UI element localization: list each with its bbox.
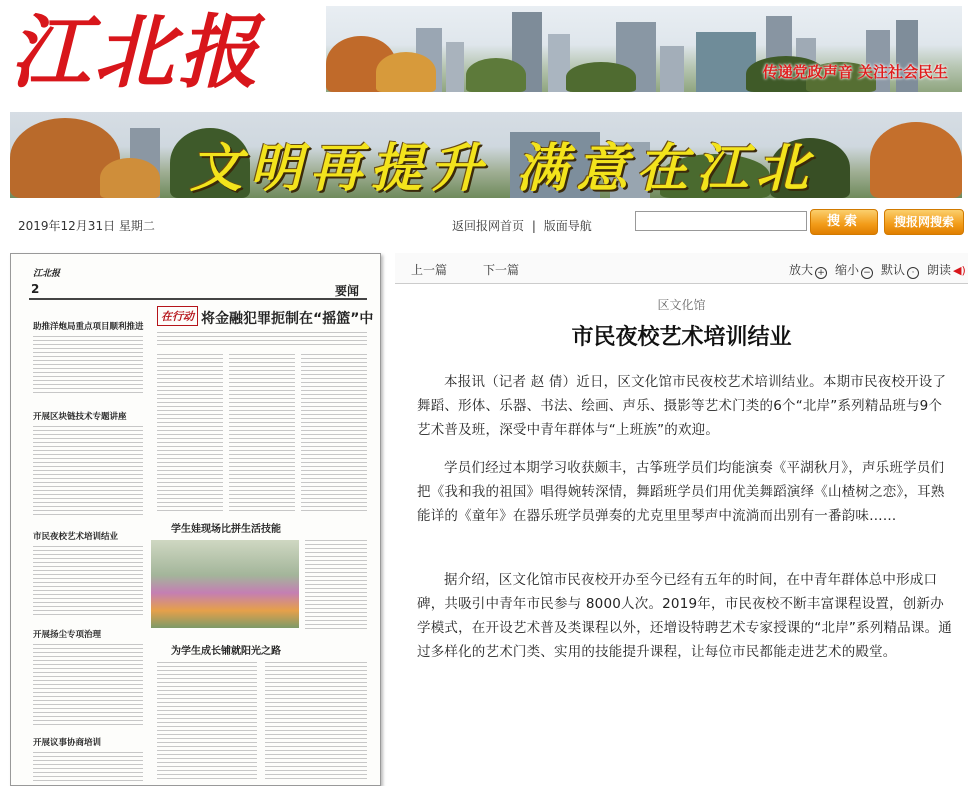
paper-text-block (33, 546, 143, 616)
search-input[interactable] (635, 211, 807, 231)
default-size-button[interactable] (881, 261, 919, 279)
prev-article-link[interactable]: 上一篇 (411, 263, 448, 277)
banner-slogan: 文明再提升 满意在江北 (190, 138, 817, 198)
paper-text-block (265, 662, 367, 782)
nav-separator: | (531, 219, 536, 233)
paper-text-block (157, 662, 257, 782)
paper-text-block (33, 644, 143, 726)
search-button-label: 搜索 (826, 214, 861, 229)
article-paragraph-1: 本报讯（记者 赵 倩）近日，区文化馆市民夜校艺术培训结业。本期市民夜校开设了舞蹈、形体、乐器、书法、绘画、声乐、摄影等艺术门类的6个“北岸”系列精品班与9个艺术普及班，深受中青年群体与“上班族”的欢迎。 (417, 374, 947, 438)
read-aloud-button[interactable] (927, 261, 966, 278)
zoom-out-label: 缩小 (835, 263, 860, 277)
paper-text-block (33, 336, 143, 396)
paper-bottom-headline[interactable]: 为学生成长铺就阳光之路 (171, 646, 281, 657)
zoom-out-button[interactable] (835, 261, 873, 279)
search-button[interactable] (810, 209, 878, 235)
paper-item-1[interactable]: 助推洋炮局重点项目顺利推进 (33, 322, 144, 332)
plus-icon: + (815, 267, 827, 279)
paper-photo-headline[interactable]: 学生娃现场比拼生活技能 (171, 524, 281, 535)
paper-text-block (157, 354, 223, 514)
paper-text-block (229, 354, 295, 514)
zoom-in-label: 放大 (789, 263, 814, 277)
paper-item-2[interactable]: 开展区块链技术专题讲座 (33, 412, 127, 422)
paper-item-4[interactable]: 开展扬尘专项治理 (33, 630, 102, 640)
article-section: 区文化馆 (657, 298, 706, 312)
paper-item-5[interactable]: 开展议事协商培训 (33, 738, 102, 748)
slogan-text: 传递党政声音 关注社会民生 (762, 63, 948, 81)
paper-page-number: 2 (31, 282, 40, 296)
paper-section-label: 要闻 (335, 284, 360, 298)
masthead (0, 0, 968, 104)
site-search-button-label: 搜报网搜索 (893, 215, 954, 229)
article-headline: 市民夜校艺术培训结业 (571, 325, 792, 350)
paper-text-block (33, 752, 143, 784)
reset-icon: · (907, 267, 919, 279)
read-label: 朗读 (927, 263, 952, 277)
current-date: 2019年12月31日 星期二 (18, 219, 155, 233)
paper-text-block (305, 540, 367, 630)
minus-icon: − (861, 267, 873, 279)
default-label: 默认 (881, 263, 906, 277)
article-panel (395, 253, 968, 784)
nav-links (452, 217, 592, 234)
article-paragraph-2: 学员们经过本期学习收获颇丰，古筝班学员们均能演奏《平湖秋月》，声乐班学员们把《我和我的祖国》唱得婉转深情，舞蹈班学员们用优美舞蹈演绎《山楂树之恋》，耳熟能详的《童年》在器乐班学员弹奏的尤克里里琴声中流淌而出别有一番韵味…… (417, 460, 945, 524)
paper-masthead: 江北报 (33, 269, 61, 279)
paper-column-tag: 在行动 (157, 306, 198, 326)
paper-item-3[interactable]: 市民夜校艺术培训结业 (33, 532, 119, 542)
site-search-button[interactable] (884, 209, 964, 235)
top-city-banner (326, 6, 962, 92)
nav-bar (10, 207, 962, 239)
paper-text-block (301, 354, 367, 514)
article-toolbar (395, 253, 968, 284)
paper-text-block (157, 332, 367, 346)
article-paragraph-3: 据介绍，区文化馆市民夜校开办至今已经有五年的时间，在中青年群体总中形成口碑，共吸引中青年市民参与 8000人次。2019年，市民夜校不断丰富课程设置，创新办学模式，在开设艺术普及类课程以外，还增设特聘艺术专家授课的“北岸”系列精品课。通过多样化的艺术门类、实用的技能提升课程，让每位市民都能走进艺术的殿堂。 (417, 572, 952, 660)
paper-main-headline[interactable]: 将金融犯罪扼制在“摇篮”中 (201, 311, 374, 327)
paper-text-block (33, 426, 143, 518)
newspaper-logo[interactable]: 江北报 (10, 5, 262, 99)
newspaper-page-thumbnail[interactable] (10, 253, 381, 786)
home-link[interactable]: 返回报网首页 (452, 219, 525, 233)
zoom-in-button[interactable] (789, 261, 827, 279)
paper-top-rule (29, 298, 367, 300)
paper-photo[interactable] (151, 540, 299, 628)
civic-banner (10, 112, 962, 198)
speaker-icon: ◀) (953, 264, 966, 277)
article-body (395, 284, 968, 784)
next-article-link[interactable]: 下一篇 (483, 263, 520, 277)
page-nav-link[interactable]: 版面导航 (543, 219, 592, 233)
